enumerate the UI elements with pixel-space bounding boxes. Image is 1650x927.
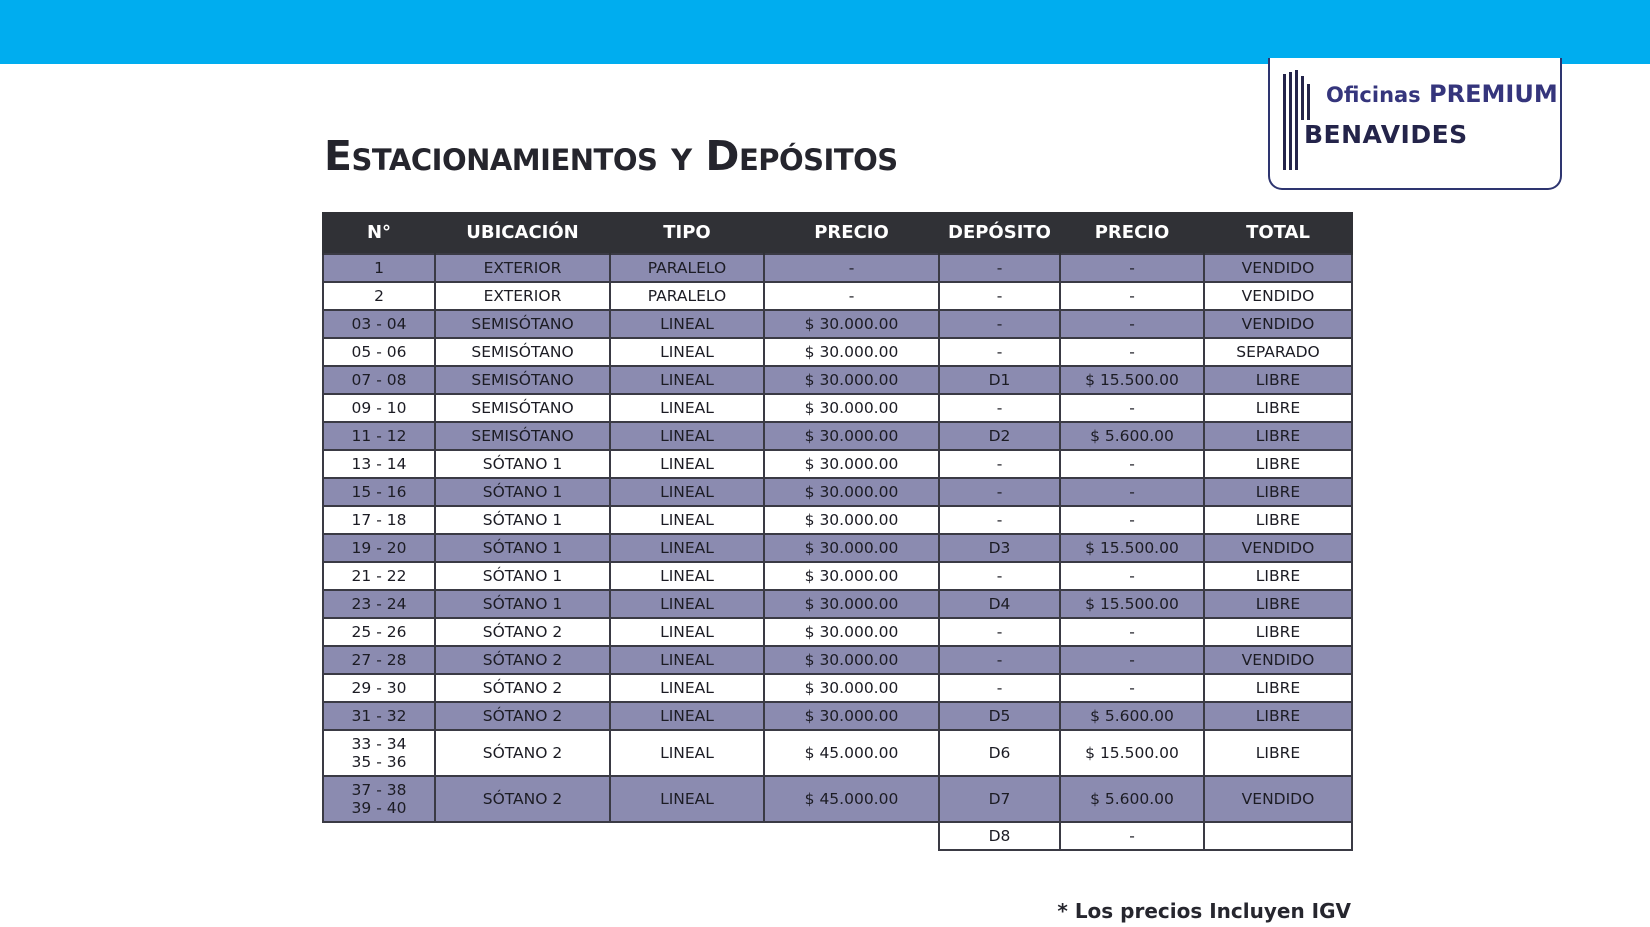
cell-type: LINEAL <box>610 646 764 674</box>
cell-storage-price: - <box>1060 618 1204 646</box>
cell-storage-price: - <box>1060 394 1204 422</box>
cell-price: $ 30.000.00 <box>764 674 939 702</box>
cell-total: LIBRE <box>1204 590 1352 618</box>
cell-storage: D4 <box>939 590 1060 618</box>
cell-storage-price: - <box>1060 674 1204 702</box>
table-row <box>323 394 1352 422</box>
table-row <box>323 534 1352 562</box>
cell-storage-price: $ 15.500.00 <box>1060 730 1204 776</box>
column-header-price: PRECIO <box>764 212 939 254</box>
cell-total: LIBRE <box>1204 506 1352 534</box>
cell-number: 09 - 10 <box>323 394 435 422</box>
cell-type: LINEAL <box>610 534 764 562</box>
cell-number: 27 - 28 <box>323 646 435 674</box>
cell-storage-price: - <box>1060 646 1204 674</box>
cell-location: SÓTANO 1 <box>435 506 610 534</box>
cell-total: LIBRE <box>1204 450 1352 478</box>
cell-price: $ 30.000.00 <box>764 366 939 394</box>
cell-storage: - <box>939 562 1060 590</box>
cell-storage-price: - <box>1060 822 1204 850</box>
cell-storage-price: - <box>1060 282 1204 310</box>
table-row <box>323 646 1352 674</box>
cell-location: SÓTANO 1 <box>435 534 610 562</box>
cell-storage: - <box>939 282 1060 310</box>
cell-storage-price: - <box>1060 506 1204 534</box>
cell-type: LINEAL <box>610 450 764 478</box>
cell-number: 29 - 30 <box>323 674 435 702</box>
column-header-location: UBICACIÓN <box>435 212 610 254</box>
table-header-row <box>323 212 1352 254</box>
table-row <box>323 366 1352 394</box>
brand-logo <box>1268 58 1562 190</box>
cell-storage-price: $ 15.500.00 <box>1060 366 1204 394</box>
cell-total: VENDIDO <box>1204 310 1352 338</box>
table-row <box>323 590 1352 618</box>
blank-cell <box>323 822 435 850</box>
cell-total: VENDIDO <box>1204 646 1352 674</box>
cell-storage-price: $ 15.500.00 <box>1060 590 1204 618</box>
table-row-extra-storage <box>323 822 1352 850</box>
cell-location: SÓTANO 2 <box>435 646 610 674</box>
cell-number: 15 - 16 <box>323 478 435 506</box>
cell-total: LIBRE <box>1204 366 1352 394</box>
cell-location: SÓTANO 1 <box>435 478 610 506</box>
cell-type: LINEAL <box>610 310 764 338</box>
cell-storage-price: $ 5.600.00 <box>1060 422 1204 450</box>
cell-location: SÓTANO 2 <box>435 702 610 730</box>
cell-storage: - <box>939 310 1060 338</box>
cell-location: SÓTANO 2 <box>435 730 610 776</box>
cell-total: VENDIDO <box>1204 254 1352 282</box>
cell-storage: - <box>939 506 1060 534</box>
column-header-total: TOTAL <box>1204 212 1352 254</box>
cell-type: LINEAL <box>610 562 764 590</box>
cell-price: $ 30.000.00 <box>764 506 939 534</box>
cell-total: VENDIDO <box>1204 534 1352 562</box>
cell-price: $ 30.000.00 <box>764 338 939 366</box>
cell-price: - <box>764 282 939 310</box>
cell-storage: - <box>939 450 1060 478</box>
blank-cell <box>435 822 610 850</box>
cell-type: LINEAL <box>610 366 764 394</box>
table-row <box>323 450 1352 478</box>
cell-location: SEMISÓTANO <box>435 310 610 338</box>
cell-storage: - <box>939 478 1060 506</box>
cell-number-line2: 35 - 36 <box>351 753 407 771</box>
parking-table-container <box>322 212 1353 851</box>
cell-number: 23 - 24 <box>323 590 435 618</box>
cell-storage-price: - <box>1060 478 1204 506</box>
cell-price: $ 30.000.00 <box>764 422 939 450</box>
cell-total: VENDIDO <box>1204 282 1352 310</box>
cell-type: LINEAL <box>610 776 764 822</box>
cell-storage: - <box>939 674 1060 702</box>
table-row <box>323 338 1352 366</box>
cell-storage: D1 <box>939 366 1060 394</box>
cell-number-line1: 33 - 34 <box>351 735 407 753</box>
cell-type: LINEAL <box>610 730 764 776</box>
cell-storage: D2 <box>939 422 1060 450</box>
cell-number: 17 - 18 <box>323 506 435 534</box>
cell-type: PARALELO <box>610 282 764 310</box>
table-row <box>323 618 1352 646</box>
cell-storage: - <box>939 254 1060 282</box>
cell-type: LINEAL <box>610 674 764 702</box>
cell-storage-price: - <box>1060 254 1204 282</box>
cell-total: LIBRE <box>1204 674 1352 702</box>
table-row <box>323 310 1352 338</box>
cell-storage-price: $ 5.600.00 <box>1060 776 1204 822</box>
logo-brand-line <box>1326 80 1558 108</box>
cell-storage-price: - <box>1060 562 1204 590</box>
cell-number-line2: 39 - 40 <box>351 799 407 817</box>
table-row <box>323 282 1352 310</box>
cell-number: 19 - 20 <box>323 534 435 562</box>
page-title: Estacionamientos y Depósitos <box>324 132 898 180</box>
cell-type: LINEAL <box>610 590 764 618</box>
cell-storage-price: $ 5.600.00 <box>1060 702 1204 730</box>
cell-storage: D5 <box>939 702 1060 730</box>
cell-number: 2 <box>323 282 435 310</box>
cell-storage: D8 <box>939 822 1060 850</box>
cell-number <box>323 776 435 822</box>
logo-subtitle: BENAVIDES <box>1304 120 1468 149</box>
logo-brand-word: Oficinas <box>1326 83 1421 107</box>
cell-price: $ 30.000.00 <box>764 702 939 730</box>
cell-type: LINEAL <box>610 618 764 646</box>
cell-price: $ 30.000.00 <box>764 562 939 590</box>
column-header-number: N° <box>323 212 435 254</box>
cell-total: SEPARADO <box>1204 338 1352 366</box>
column-header-storage: DEPÓSITO <box>939 212 1060 254</box>
cell-total: LIBRE <box>1204 478 1352 506</box>
parking-table <box>322 212 1353 851</box>
cell-total: LIBRE <box>1204 702 1352 730</box>
cell-storage: D6 <box>939 730 1060 776</box>
cell-number: 31 - 32 <box>323 702 435 730</box>
table-row <box>323 254 1352 282</box>
cell-price: $ 30.000.00 <box>764 534 939 562</box>
blank-cell <box>764 822 939 850</box>
table-row <box>323 730 1352 776</box>
cell-number: 11 - 12 <box>323 422 435 450</box>
cell-type: LINEAL <box>610 478 764 506</box>
cell-price: $ 45.000.00 <box>764 730 939 776</box>
table-row <box>323 478 1352 506</box>
cell-price: $ 30.000.00 <box>764 646 939 674</box>
table-row <box>323 506 1352 534</box>
cell-price: $ 30.000.00 <box>764 478 939 506</box>
table-row <box>323 422 1352 450</box>
cell-number: 21 - 22 <box>323 562 435 590</box>
cell-total: LIBRE <box>1204 562 1352 590</box>
cell-type: LINEAL <box>610 394 764 422</box>
table-row <box>323 674 1352 702</box>
cell-price: $ 45.000.00 <box>764 776 939 822</box>
cell-type: LINEAL <box>610 702 764 730</box>
cell-number: 1 <box>323 254 435 282</box>
cell-total: LIBRE <box>1204 730 1352 776</box>
cell-location: SÓTANO 1 <box>435 450 610 478</box>
price-footnote: * Los precios Incluyen IGV <box>1057 899 1351 923</box>
cell-storage: D7 <box>939 776 1060 822</box>
cell-storage-price: - <box>1060 310 1204 338</box>
top-header-bar <box>0 0 1650 64</box>
cell-storage-price: $ 15.500.00 <box>1060 534 1204 562</box>
cell-location: SEMISÓTANO <box>435 394 610 422</box>
cell-storage: - <box>939 618 1060 646</box>
cell-total: LIBRE <box>1204 618 1352 646</box>
cell-location: SEMISÓTANO <box>435 338 610 366</box>
logo-brand-premium: PREMIUM <box>1429 80 1558 108</box>
cell-price: $ 30.000.00 <box>764 450 939 478</box>
table-row <box>323 776 1352 822</box>
blank-cell <box>610 822 764 850</box>
cell-location: SÓTANO 1 <box>435 590 610 618</box>
cell-storage: - <box>939 394 1060 422</box>
cell-total: LIBRE <box>1204 394 1352 422</box>
cell-number: 03 - 04 <box>323 310 435 338</box>
cell-price: $ 30.000.00 <box>764 310 939 338</box>
column-header-type: TIPO <box>610 212 764 254</box>
cell-location: SÓTANO 1 <box>435 562 610 590</box>
table-row <box>323 702 1352 730</box>
cell-location: EXTERIOR <box>435 282 610 310</box>
cell-location: SEMISÓTANO <box>435 422 610 450</box>
cell-location: SÓTANO 2 <box>435 776 610 822</box>
cell-storage-price: - <box>1060 450 1204 478</box>
table-row <box>323 562 1352 590</box>
cell-type: LINEAL <box>610 422 764 450</box>
cell-number <box>323 730 435 776</box>
cell-location: SÓTANO 2 <box>435 618 610 646</box>
cell-storage: - <box>939 646 1060 674</box>
cell-number: 25 - 26 <box>323 618 435 646</box>
cell-storage: - <box>939 338 1060 366</box>
cell-type: LINEAL <box>610 338 764 366</box>
cell-storage-price: - <box>1060 338 1204 366</box>
cell-location: EXTERIOR <box>435 254 610 282</box>
cell-number: 07 - 08 <box>323 366 435 394</box>
cell-location: SEMISÓTANO <box>435 366 610 394</box>
cell-number: 05 - 06 <box>323 338 435 366</box>
cell-total: VENDIDO <box>1204 776 1352 822</box>
cell-total <box>1204 822 1352 850</box>
cell-number: 13 - 14 <box>323 450 435 478</box>
cell-price: - <box>764 254 939 282</box>
cell-storage: D3 <box>939 534 1060 562</box>
cell-number-line1: 37 - 38 <box>351 781 407 799</box>
cell-total: LIBRE <box>1204 422 1352 450</box>
cell-price: $ 30.000.00 <box>764 618 939 646</box>
cell-price: $ 30.000.00 <box>764 590 939 618</box>
column-header-storage-price: PRECIO <box>1060 212 1204 254</box>
cell-type: PARALELO <box>610 254 764 282</box>
cell-type: LINEAL <box>610 506 764 534</box>
cell-location: SÓTANO 2 <box>435 674 610 702</box>
cell-price: $ 30.000.00 <box>764 394 939 422</box>
